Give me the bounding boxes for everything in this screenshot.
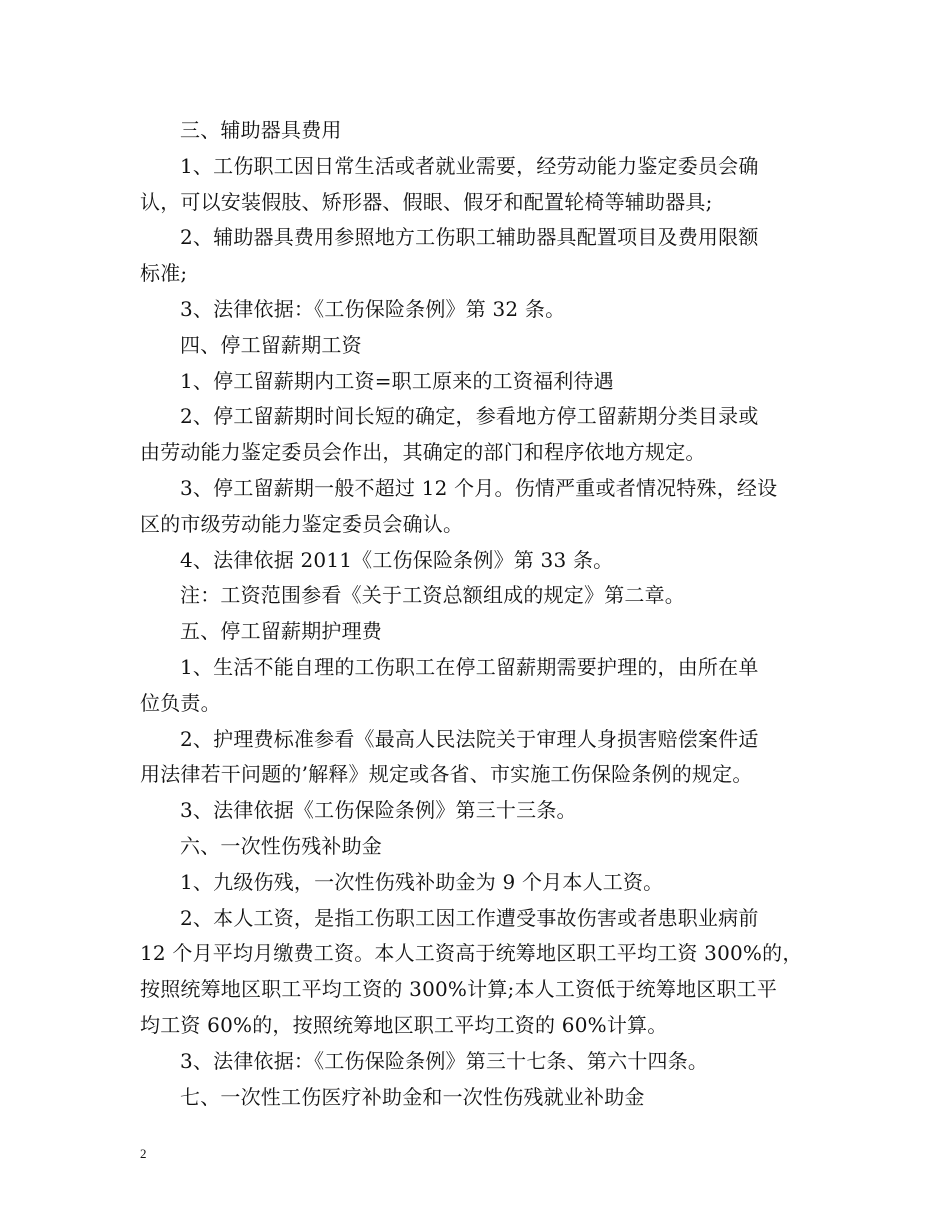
page-number: 2	[140, 1146, 147, 1161]
text-line: 认，可以安装假肢、矫形器、假眼、假牙和配置轮椅等辅助器具;	[140, 189, 713, 214]
text-line: 3、停工留薪期一般不超过 12 个月。伤情严重或者情况特殊，经设	[180, 475, 778, 500]
document-body	[140, 113, 810, 1115]
text-line: 五、停工留薪期护理费	[180, 619, 382, 644]
text-line: 3、法律依据《工伤保险条例》第三十三条。	[180, 798, 577, 823]
text-line: 用法律若干问题的’解释》规定或各省、市实施工伤保险条例的规定。	[140, 762, 753, 787]
text-line: 三、辅助器具费用	[180, 118, 342, 142]
text-line: 七、一次性工伤医疗补助金和一次性伤残就业补助金	[180, 1084, 645, 1109]
text-line: 3、法律依据：《工伤保险条例》第三十七条、第六十四条。	[180, 1048, 709, 1073]
text-line: 12 个月平均月缴费工资。本人工资高于统筹地区职工平均工资 300%的，	[140, 941, 803, 966]
text-line: 2、辅助器具费用参照地方工伤职工辅助器具配置项目及费用限额	[180, 225, 759, 250]
text-line: 1、工伤职工因日常生活或者就业需要，经劳动能力鉴定委员会确	[180, 153, 759, 178]
text-line: 2、本人工资，是指工伤职工因工作遭受事故伤害或者患职业病前	[180, 905, 759, 930]
text-line: 2、停工留薪期时间长短的确定，参看地方停工留薪期分类目录或	[180, 404, 759, 429]
text-line: 位负责。	[140, 690, 221, 715]
text-line: 按照统筹地区职工平均工资的 300%计算;本人工资低于统筹地区职工平	[140, 977, 778, 1002]
text-line: 注：工资范围参看《关于工资总额组成的规定》第二章。	[180, 583, 685, 608]
text-line: 六、一次性伤残补助金	[180, 833, 382, 858]
text-line: 2、护理费标准参看《最高人民法院关于审理人身损害赔偿案件适	[180, 726, 759, 751]
text-line: 4、法律依据 2011《工伤保险条例》第 33 条。	[180, 547, 614, 572]
text-line: 由劳动能力鉴定委员会作出，其确定的部门和程序依地方规定。	[140, 440, 706, 465]
text-line: 标准;	[140, 261, 188, 286]
text-line: 3、法律依据：《工伤保险条例》第 32 条。	[180, 296, 566, 321]
text-line: 区的市级劳动能力鉴定委员会确认。	[140, 511, 464, 536]
text-line: 四、停工留薪期工资	[180, 332, 362, 357]
text-line: 均工资 60%的，按照统筹地区职工平均工资的 60%计算。	[140, 1012, 668, 1037]
text-line: 1、生活不能自理的工伤职工在停工留薪期需要护理的，由所在单	[180, 654, 759, 679]
text-line: 1、九级伤残，一次性伤残补助金为 9 个月本人工资。	[180, 869, 664, 894]
text-line: 1、停工留薪期内工资=职工原来的工资福利待遇	[180, 368, 614, 393]
